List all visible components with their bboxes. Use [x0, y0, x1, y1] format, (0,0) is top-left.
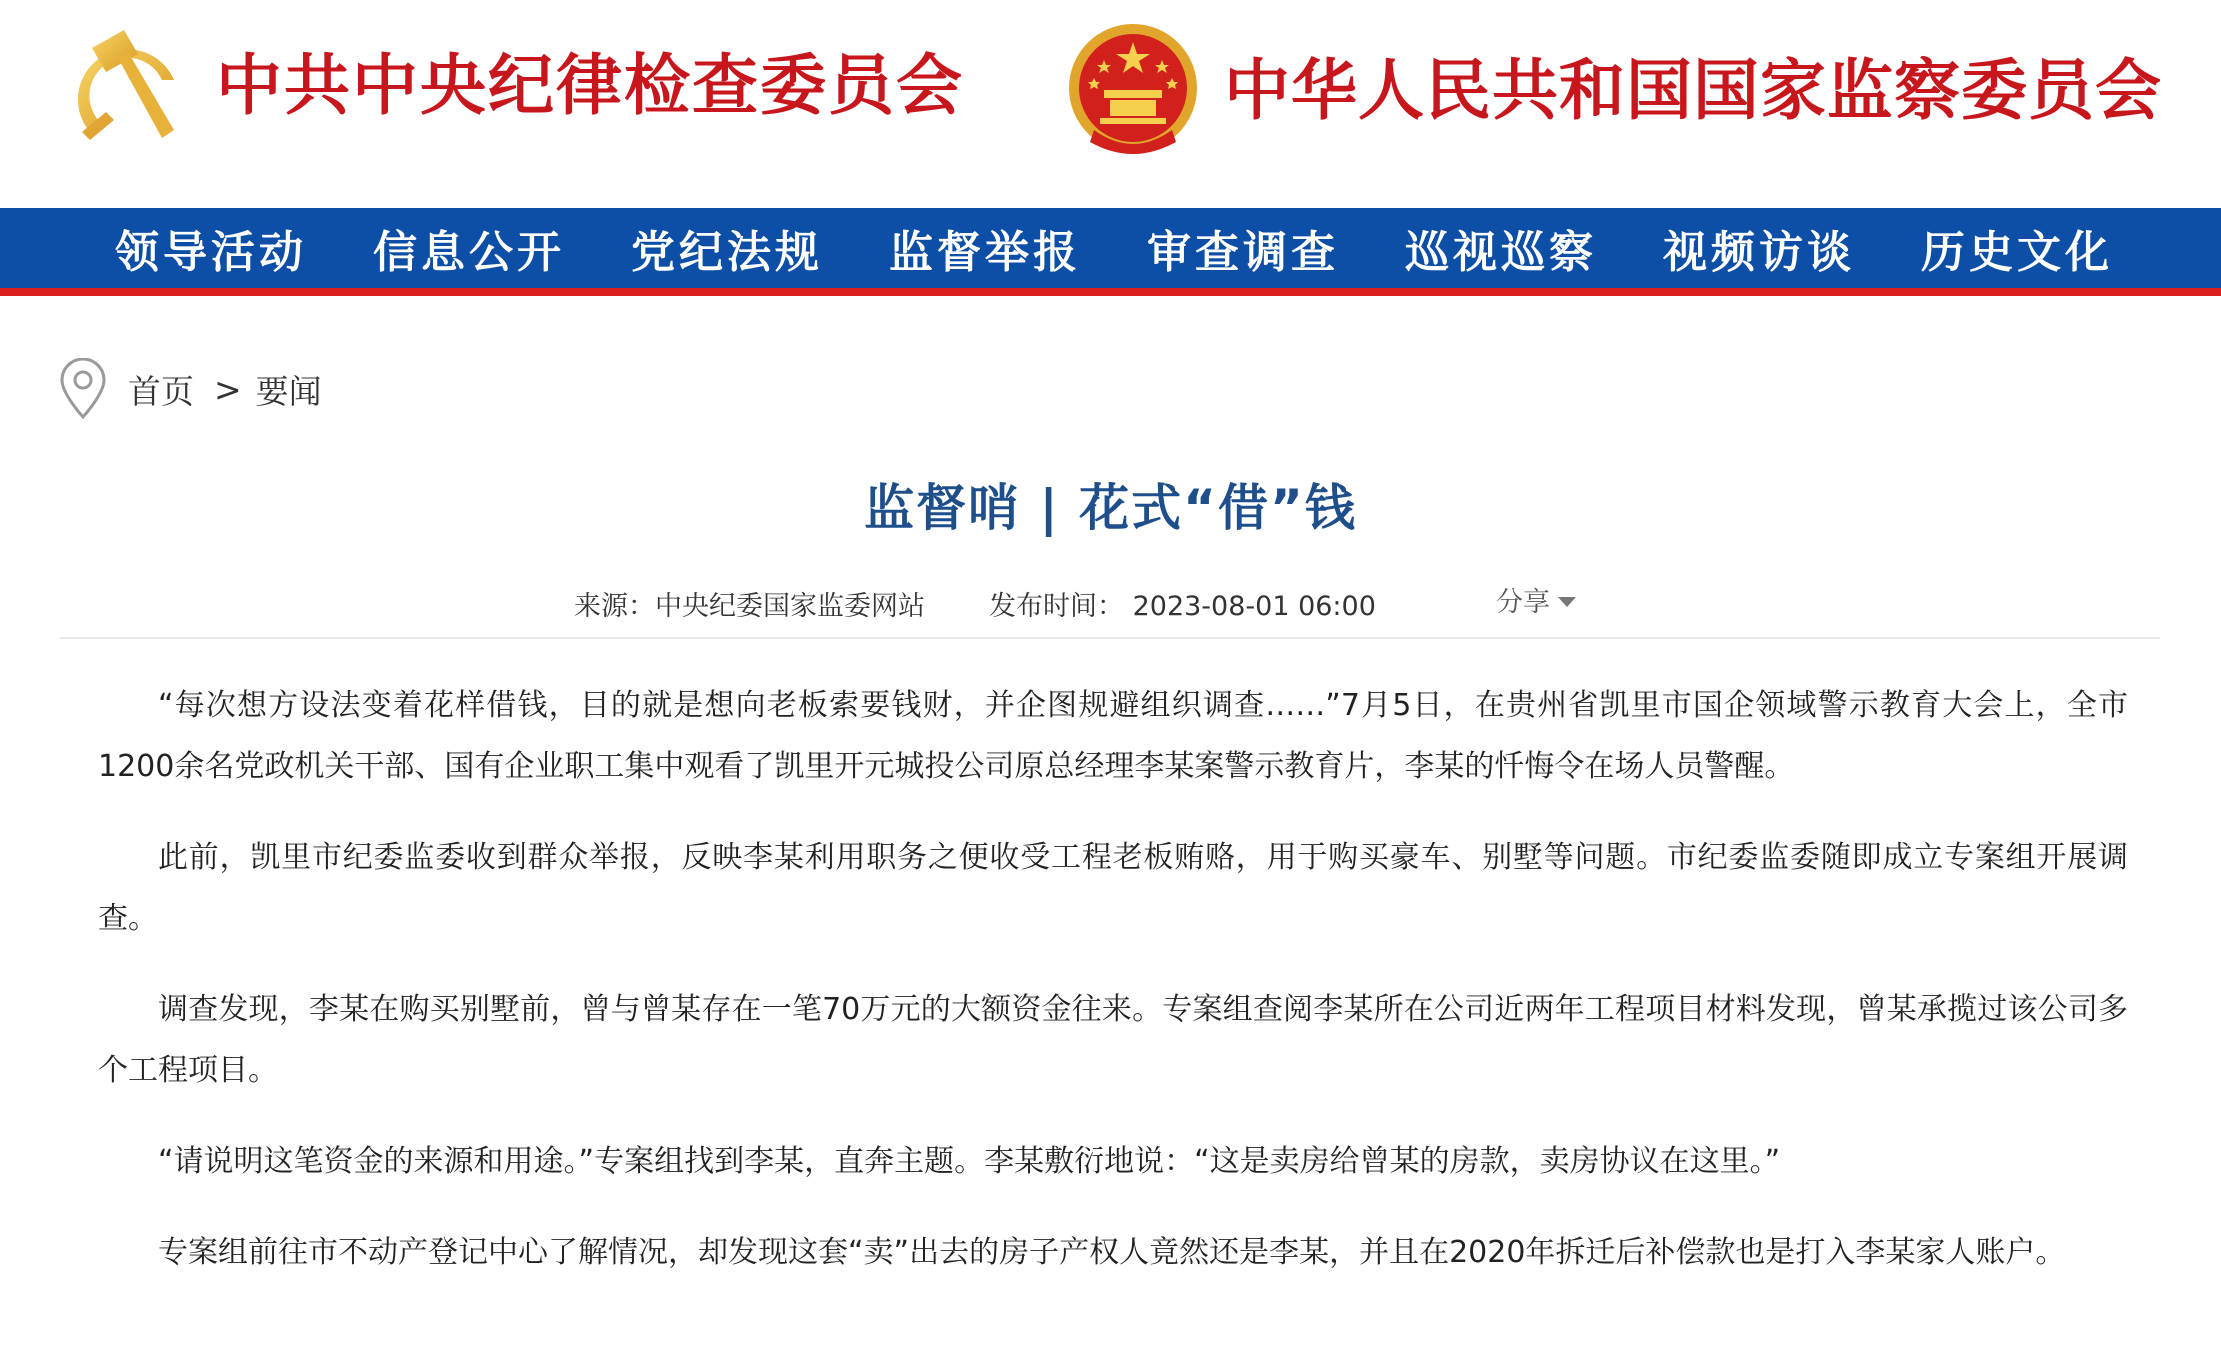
party-emblem-icon	[62, 20, 192, 150]
article-meta	[574, 584, 1376, 623]
article-paragraph: “请说明这笔资金的来源和用途。”专案组找到李某，直奔主题。李某敷衍地说：“这是卖房给曾某的房款，卖房协议在这里。”	[158, 1144, 1781, 1179]
article-source: 来源：中央纪委国家监委网站	[574, 591, 925, 622]
breadcrumb-separator: >	[214, 369, 242, 409]
meta-divider	[60, 637, 2160, 639]
article-paragraph: 专案组前往市不动产登记中心了解情况，却发现这套“卖”出去的房子产权人竟然还是李某，并且在2020年拆迁后补偿款也是打入李某家人账户。	[158, 1235, 2066, 1270]
nav-item-report[interactable]: 监督举报	[889, 227, 1081, 278]
national-emblem-icon	[1064, 20, 1202, 160]
nav-item-info[interactable]: 信息公开	[373, 227, 565, 278]
main-nav	[0, 208, 2221, 296]
ccdi-name: 中共中央纪律检查委员会	[216, 46, 964, 124]
site-header	[0, 0, 2221, 208]
share-label: 分享	[1496, 587, 1550, 618]
article-paragraph: “每次想方设法变着花样借钱，目的就是想向老板索要钱财，并企图规避组织调查……”7月5日，在贵州省凯里市国企领域警示教育大会上，全市1200余名党政机关干部、国有企业职工集中观看了凯里开元城投公司原总经理李某案警示教育片，李某的忏悔令在场人员警醒。	[98, 688, 2128, 784]
nav-item-inspection[interactable]: 巡视巡察	[1405, 227, 1597, 278]
nsc-brand[interactable]	[1064, 20, 2162, 160]
nav-item-investigation[interactable]: 审查调查	[1147, 227, 1339, 278]
article-body	[98, 675, 2128, 1313]
location-pin-icon	[58, 358, 108, 420]
chevron-down-icon	[1558, 597, 1576, 607]
breadcrumb	[58, 358, 322, 420]
nav-item-history[interactable]: 历史文化	[1921, 227, 2113, 278]
article-paragraph: 调查发现，李某在购买别墅前，曾与曾某存在一笔70万元的大额资金往来。专案组查阅李某所在公司近两年工程项目材料发现，曾某承揽过该公司多个工程项目。	[98, 992, 2128, 1088]
nsc-name: 中华人民共和国国家监察委员会	[1224, 51, 2162, 129]
article-paragraph: 此前，凯里市纪委监委收到群众举报，反映李某利用职务之便收受工程老板贿赂，用于购买豪车、别墅等问题。市纪委监委随即成立专案组开展调查。	[98, 840, 2128, 936]
breadcrumb-home[interactable]: 首页	[128, 371, 194, 411]
breadcrumb-current[interactable]: 要闻	[255, 371, 322, 411]
nav-item-regulations[interactable]: 党纪法规	[631, 227, 823, 278]
article-publish-time: 发布时间： 2023-08-01 06:00	[989, 591, 1376, 622]
article-title: 监督哨 | 花式“借”钱	[864, 479, 1357, 537]
nav-item-video[interactable]: 视频访谈	[1663, 227, 1855, 278]
ccdi-brand[interactable]	[62, 20, 964, 150]
nav-item-leadership[interactable]: 领导活动	[115, 227, 307, 278]
share-button[interactable]	[1496, 580, 1576, 619]
